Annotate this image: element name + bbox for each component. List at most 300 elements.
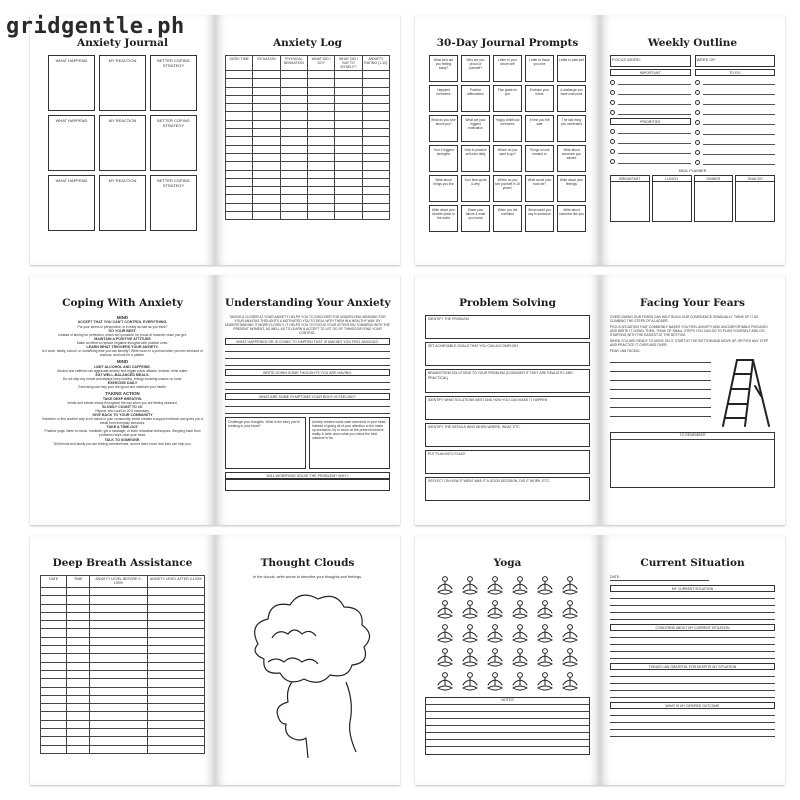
meal-label: LUNCH bbox=[652, 175, 692, 182]
page-title: 30-Day Journal Prompts bbox=[436, 37, 579, 49]
breath-cell[interactable] bbox=[67, 646, 90, 654]
journal-cell[interactable] bbox=[99, 175, 146, 231]
breath-cell[interactable] bbox=[67, 737, 90, 745]
question-3: WHAT ARE SOME SYMPTOMS YOUR BODY IS FEELING? bbox=[225, 393, 390, 400]
breath-cell[interactable] bbox=[90, 646, 147, 654]
breath-cell[interactable] bbox=[67, 729, 90, 737]
log-cell[interactable] bbox=[362, 87, 389, 95]
log-cell[interactable] bbox=[307, 129, 334, 137]
prompt-box[interactable]: Letter to past self bbox=[557, 55, 586, 82]
log-cell[interactable] bbox=[362, 95, 389, 103]
log-cell[interactable] bbox=[307, 71, 334, 79]
breath-cell[interactable] bbox=[67, 654, 90, 662]
prompt-box[interactable]: Your 3 biggest strengths bbox=[429, 145, 458, 172]
table-row bbox=[41, 654, 205, 662]
journal-cell[interactable] bbox=[99, 55, 146, 111]
breath-cell[interactable] bbox=[67, 662, 90, 670]
log-cell[interactable] bbox=[335, 212, 362, 220]
breath-cell[interactable] bbox=[147, 604, 204, 612]
coping-line: TAKE A TIME-OUT. bbox=[106, 425, 139, 430]
table-row bbox=[41, 712, 205, 720]
write-line[interactable] bbox=[610, 631, 775, 638]
breath-cell[interactable] bbox=[90, 588, 147, 596]
coping-line: TALK TO SOMEONE. bbox=[104, 437, 141, 442]
prompt-box[interactable]: Write about someone like you bbox=[557, 205, 586, 232]
breath-cell[interactable] bbox=[90, 712, 147, 720]
log-cell[interactable] bbox=[253, 95, 280, 103]
breath-cell[interactable] bbox=[147, 612, 204, 620]
write-line[interactable] bbox=[610, 599, 775, 606]
write-line[interactable] bbox=[610, 691, 775, 698]
table-row bbox=[41, 596, 205, 604]
prompt-box[interactable]: What would your book be? bbox=[525, 175, 554, 202]
journal-cell-label: BETTER COPING STRATEGY bbox=[157, 118, 190, 128]
book-spread-coping-anxiety[interactable] bbox=[30, 275, 400, 525]
prompt-box[interactable]: Write about your favorite place in the world bbox=[429, 205, 458, 232]
breath-cell[interactable] bbox=[41, 712, 67, 720]
breath-cell[interactable] bbox=[147, 654, 204, 662]
breath-cell[interactable] bbox=[67, 720, 90, 728]
problem-step-box[interactable] bbox=[425, 369, 590, 393]
table-row bbox=[41, 646, 205, 654]
log-cell[interactable] bbox=[307, 145, 334, 153]
breath-cell[interactable] bbox=[90, 704, 147, 712]
log-cell[interactable] bbox=[226, 212, 253, 220]
breath-cell[interactable] bbox=[41, 654, 67, 662]
breath-cell[interactable] bbox=[90, 720, 147, 728]
breath-cell[interactable] bbox=[67, 687, 90, 695]
prompt-box[interactable]: Where do you want to go? bbox=[493, 145, 522, 172]
breath-cell[interactable] bbox=[41, 662, 67, 670]
breath-cell[interactable] bbox=[147, 588, 204, 596]
prompt-box[interactable]: What kind are you feeling today? bbox=[429, 55, 458, 82]
log-cell[interactable] bbox=[307, 120, 334, 128]
log-cell[interactable] bbox=[362, 112, 389, 120]
log-cell[interactable] bbox=[253, 129, 280, 137]
book-spread-journal-prompts[interactable] bbox=[415, 15, 785, 265]
write-line[interactable] bbox=[610, 723, 775, 730]
prompt-box[interactable]: Things to look forward to bbox=[525, 145, 554, 172]
write-line[interactable] bbox=[610, 677, 775, 684]
breath-cell[interactable] bbox=[90, 604, 147, 612]
meditation-pose-icon bbox=[485, 647, 505, 669]
problem-step-box[interactable] bbox=[425, 423, 590, 447]
breath-cell[interactable] bbox=[90, 670, 147, 678]
prompt-box[interactable]: Happiest memories bbox=[429, 85, 458, 112]
prompt-box[interactable]: A challenge you have overcome bbox=[557, 85, 586, 112]
breath-cell[interactable] bbox=[41, 637, 67, 645]
log-cell[interactable] bbox=[226, 187, 253, 195]
journal-cell[interactable] bbox=[48, 115, 95, 171]
log-cell[interactable] bbox=[307, 104, 334, 112]
breath-cell[interactable] bbox=[41, 612, 67, 620]
log-cell[interactable] bbox=[335, 178, 362, 186]
prompt-box[interactable]: Positive affirmations bbox=[461, 85, 490, 112]
log-cell[interactable] bbox=[335, 104, 362, 112]
breath-cell[interactable] bbox=[41, 604, 67, 612]
log-cell[interactable] bbox=[307, 203, 334, 211]
log-cell[interactable] bbox=[307, 87, 334, 95]
log-cell[interactable] bbox=[226, 87, 253, 95]
prompt-box[interactable]: Envision your future bbox=[525, 85, 554, 112]
log-cell[interactable] bbox=[335, 120, 362, 128]
log-cell[interactable] bbox=[253, 162, 280, 170]
log-cell[interactable] bbox=[362, 162, 389, 170]
log-cell[interactable] bbox=[226, 95, 253, 103]
breath-cell[interactable] bbox=[147, 596, 204, 604]
write-line[interactable] bbox=[610, 613, 775, 620]
log-cell[interactable] bbox=[335, 203, 362, 211]
log-cell[interactable] bbox=[335, 87, 362, 95]
breath-cell[interactable] bbox=[67, 704, 90, 712]
log-cell[interactable] bbox=[362, 71, 389, 79]
write-line[interactable] bbox=[610, 638, 775, 645]
log-cell[interactable] bbox=[253, 187, 280, 195]
log-cell[interactable] bbox=[253, 178, 280, 186]
table-row bbox=[41, 704, 205, 712]
page-title: Coping With Anxiety bbox=[62, 297, 183, 309]
breath-cell[interactable] bbox=[67, 712, 90, 720]
log-cell[interactable] bbox=[280, 178, 307, 186]
log-cell[interactable] bbox=[362, 187, 389, 195]
watermark-text: gridgentle.ph bbox=[6, 14, 185, 39]
breath-cell[interactable] bbox=[147, 712, 204, 720]
breath-cell[interactable] bbox=[90, 662, 147, 670]
log-cell[interactable] bbox=[253, 104, 280, 112]
breath-cell[interactable] bbox=[147, 720, 204, 728]
log-cell[interactable] bbox=[335, 129, 362, 137]
log-cell[interactable] bbox=[280, 95, 307, 103]
prompt-box[interactable]: Write about things you like bbox=[429, 175, 458, 202]
breath-cell[interactable] bbox=[67, 596, 90, 604]
coping-line: Exercising can help your feel good and maintain your health. bbox=[78, 385, 167, 390]
log-cell[interactable] bbox=[307, 79, 334, 87]
log-cell[interactable] bbox=[362, 178, 389, 186]
journal-cell[interactable] bbox=[150, 55, 197, 111]
problem-step-box[interactable] bbox=[425, 315, 590, 339]
prompt-box[interactable]: How to practice self-care daily bbox=[461, 145, 490, 172]
log-cell[interactable] bbox=[253, 120, 280, 128]
breath-cell[interactable] bbox=[41, 687, 67, 695]
breath-cell[interactable] bbox=[147, 621, 204, 629]
log-cell[interactable] bbox=[280, 71, 307, 79]
breath-cell[interactable] bbox=[147, 637, 204, 645]
breath-cell[interactable] bbox=[90, 654, 147, 662]
breath-cell[interactable] bbox=[90, 612, 147, 620]
log-cell[interactable] bbox=[362, 212, 389, 220]
write-line[interactable] bbox=[610, 645, 775, 652]
breath-cell[interactable] bbox=[41, 720, 67, 728]
log-cell[interactable] bbox=[280, 203, 307, 211]
write-line[interactable] bbox=[610, 709, 775, 716]
table-row bbox=[226, 203, 390, 211]
situation-heading: WHAT IS MY DESIRED OUTCOME bbox=[610, 702, 775, 709]
log-cell[interactable] bbox=[253, 79, 280, 87]
log-cell[interactable] bbox=[280, 170, 307, 178]
log-cell[interactable] bbox=[362, 137, 389, 145]
log-cell[interactable] bbox=[226, 170, 253, 178]
problem-step-label: IDENTIFY THE PROBLEM bbox=[428, 317, 469, 321]
breath-cell[interactable] bbox=[67, 745, 90, 753]
focus-word-field: FOCUS WORD: bbox=[610, 55, 691, 67]
prompt-box[interactable]: What would you say to someone bbox=[525, 205, 554, 232]
log-cell[interactable] bbox=[335, 187, 362, 195]
log-cell[interactable] bbox=[226, 137, 253, 145]
log-cell[interactable] bbox=[280, 153, 307, 161]
intro-2: PICK A SITUATION THAT COMMONLY MAKES YOU FEEL ANXIETY AND UNCOMFORTABLE FEELINGS AND WRITE IT DOWN. THEN, THINK OF SMALL STEPS YOU CAN DO TO PUSH YOURSELF AND GO. STARTING WITH THE EASIEST AT THE BOTTOM. bbox=[610, 325, 768, 337]
log-cell[interactable] bbox=[253, 153, 280, 161]
breath-cell[interactable] bbox=[90, 596, 147, 604]
breath-cell[interactable] bbox=[147, 670, 204, 678]
breath-cell[interactable] bbox=[147, 695, 204, 703]
breath-cell[interactable] bbox=[41, 704, 67, 712]
breath-cell[interactable] bbox=[67, 637, 90, 645]
breath-cell[interactable] bbox=[147, 745, 204, 753]
table-row bbox=[226, 71, 390, 79]
breath-cell[interactable] bbox=[90, 621, 147, 629]
prompt-box[interactable]: Happy childhood memories bbox=[493, 115, 522, 142]
journal-cell[interactable] bbox=[48, 55, 95, 111]
log-cell[interactable] bbox=[307, 137, 334, 145]
breath-cell[interactable] bbox=[90, 695, 147, 703]
breath-cell[interactable] bbox=[147, 646, 204, 654]
problem-step-box[interactable] bbox=[425, 450, 590, 474]
prompt-box[interactable]: Why are you proud of yourself? bbox=[461, 55, 490, 82]
breath-cell[interactable] bbox=[67, 621, 90, 629]
log-cell[interactable] bbox=[307, 195, 334, 203]
prompt-box[interactable]: What are your biggest motivation bbox=[461, 115, 490, 142]
log-cell[interactable] bbox=[280, 162, 307, 170]
breath-cell[interactable] bbox=[67, 679, 90, 687]
log-cell[interactable] bbox=[226, 79, 253, 87]
log-cell[interactable] bbox=[335, 145, 362, 153]
breath-cell[interactable] bbox=[147, 737, 204, 745]
log-cell[interactable] bbox=[362, 129, 389, 137]
log-cell[interactable] bbox=[253, 87, 280, 95]
log-cell[interactable] bbox=[280, 212, 307, 220]
log-cell[interactable] bbox=[362, 120, 389, 128]
breath-cell[interactable] bbox=[147, 704, 204, 712]
log-cell[interactable] bbox=[335, 112, 362, 120]
log-cell[interactable] bbox=[253, 137, 280, 145]
book-spread-yoga[interactable] bbox=[415, 535, 785, 785]
log-cell[interactable] bbox=[362, 195, 389, 203]
log-cell[interactable] bbox=[362, 170, 389, 178]
problem-step-label: BRAINSTORM SOLUTIONS TO YOUR PROBLEM (CONSIDER IF THEY ARE REALISTIC AND PRACTICAL) bbox=[428, 371, 573, 380]
log-cell[interactable] bbox=[335, 95, 362, 103]
prompt-box[interactable]: Letter to your future self bbox=[493, 55, 522, 82]
problem-solving-list bbox=[425, 315, 590, 501]
log-cell[interactable] bbox=[253, 212, 280, 220]
log-cell[interactable] bbox=[335, 195, 362, 203]
write-line[interactable] bbox=[610, 592, 775, 599]
log-cell[interactable] bbox=[335, 170, 362, 178]
log-cell[interactable] bbox=[226, 162, 253, 170]
write-line[interactable] bbox=[610, 606, 775, 613]
breath-cell[interactable] bbox=[147, 729, 204, 737]
write-line[interactable] bbox=[610, 730, 775, 737]
meditation-pose-icon bbox=[460, 575, 480, 597]
log-cell[interactable] bbox=[307, 112, 334, 120]
to-do-label: TO DO bbox=[695, 69, 776, 76]
prompt-box[interactable]: The last thing you celebrated bbox=[557, 115, 586, 142]
breath-cell[interactable] bbox=[67, 629, 90, 637]
breath-cell[interactable] bbox=[41, 729, 67, 737]
log-cell[interactable] bbox=[280, 129, 307, 137]
prompt-box[interactable]: What do you love about you? bbox=[429, 115, 458, 142]
log-cell[interactable] bbox=[280, 137, 307, 145]
log-cell[interactable] bbox=[226, 104, 253, 112]
page-anxiety-journal bbox=[30, 15, 215, 265]
log-cell[interactable] bbox=[307, 187, 334, 195]
breath-cell[interactable] bbox=[147, 662, 204, 670]
journal-cell[interactable] bbox=[99, 115, 146, 171]
breath-cell[interactable] bbox=[41, 588, 67, 596]
journal-cell[interactable] bbox=[48, 175, 95, 231]
log-cell[interactable] bbox=[226, 178, 253, 186]
log-cell[interactable] bbox=[280, 195, 307, 203]
write-line[interactable] bbox=[610, 684, 775, 691]
breath-cell[interactable] bbox=[41, 596, 67, 604]
prompt-box[interactable]: When you felt confident bbox=[493, 205, 522, 232]
log-cell[interactable] bbox=[226, 145, 253, 153]
problem-step-label: PUT PLAN INTO PLACE bbox=[428, 452, 466, 456]
log-cell[interactable] bbox=[280, 87, 307, 95]
book-spread-problem-solving[interactable] bbox=[415, 275, 785, 525]
breath-cell[interactable] bbox=[90, 637, 147, 645]
meal-column bbox=[652, 175, 692, 222]
log-cell[interactable] bbox=[253, 145, 280, 153]
prompt-box[interactable]: Where do you see yourself in 10 years? bbox=[493, 175, 522, 202]
write-line[interactable] bbox=[610, 716, 775, 723]
log-cell[interactable] bbox=[280, 187, 307, 195]
log-cell[interactable] bbox=[226, 120, 253, 128]
table-row bbox=[41, 679, 205, 687]
log-cell[interactable] bbox=[362, 145, 389, 153]
prompt-box[interactable]: Share your failure & what you learnt bbox=[461, 205, 490, 232]
breath-cell[interactable] bbox=[41, 695, 67, 703]
meal-label: DINNER bbox=[694, 175, 734, 182]
log-cell[interactable] bbox=[226, 71, 253, 79]
journal-cell[interactable] bbox=[150, 115, 197, 171]
anxiety-log-table bbox=[225, 55, 390, 220]
log-cell[interactable] bbox=[307, 178, 334, 186]
log-cell[interactable] bbox=[226, 153, 253, 161]
log-cell[interactable] bbox=[335, 153, 362, 161]
page-journal-prompts bbox=[415, 15, 600, 265]
breath-cell[interactable] bbox=[67, 588, 90, 596]
breath-cell[interactable] bbox=[67, 604, 90, 612]
problem-step-box[interactable] bbox=[425, 396, 590, 420]
log-cell[interactable] bbox=[307, 95, 334, 103]
log-cell[interactable] bbox=[226, 195, 253, 203]
breath-cell[interactable] bbox=[41, 629, 67, 637]
breath-cell[interactable] bbox=[41, 646, 67, 654]
breath-cell[interactable] bbox=[147, 687, 204, 695]
breath-cell[interactable] bbox=[41, 621, 67, 629]
meditation-pose-icon bbox=[510, 599, 530, 621]
log-cell[interactable] bbox=[280, 104, 307, 112]
log-cell[interactable] bbox=[280, 112, 307, 120]
breath-cell[interactable] bbox=[67, 612, 90, 620]
breath-cell[interactable] bbox=[90, 687, 147, 695]
breath-cell[interactable] bbox=[67, 695, 90, 703]
table-row bbox=[226, 129, 390, 137]
book-spread-anxiety-journal[interactable] bbox=[30, 15, 400, 265]
log-cell[interactable] bbox=[335, 162, 362, 170]
breath-cell[interactable] bbox=[90, 629, 147, 637]
breath-cell[interactable] bbox=[67, 670, 90, 678]
book-spread-deep-breath[interactable] bbox=[30, 535, 400, 785]
breath-cell[interactable] bbox=[90, 679, 147, 687]
coping-line: Volunteer or find another way to be active in your community, which creates a support network and gives you a break from everyday stressors. bbox=[41, 417, 204, 426]
journal-cell-label: MY REACTION bbox=[108, 118, 137, 123]
breath-cell[interactable] bbox=[147, 679, 204, 687]
log-cell[interactable] bbox=[307, 170, 334, 178]
date-label: DATE: bbox=[610, 575, 709, 581]
coping-line: Instead of aiming for perfection, which isn't possible, be proud of however close you get. bbox=[58, 332, 187, 337]
prompt-box[interactable]: Your fave quote & why bbox=[461, 175, 490, 202]
log-cell[interactable] bbox=[226, 112, 253, 120]
prompt-box[interactable]: Write about someone you admire bbox=[557, 145, 586, 172]
meditation-pose-icon bbox=[510, 575, 530, 597]
write-line[interactable] bbox=[610, 670, 775, 677]
log-cell[interactable] bbox=[253, 112, 280, 120]
breath-cell[interactable] bbox=[41, 745, 67, 753]
log-cell[interactable] bbox=[362, 79, 389, 87]
log-cell[interactable] bbox=[307, 153, 334, 161]
log-cell[interactable] bbox=[307, 212, 334, 220]
table-row bbox=[41, 687, 205, 695]
prompt-box[interactable]: If time you felt safe bbox=[525, 115, 554, 142]
log-cell[interactable] bbox=[280, 145, 307, 153]
log-cell[interactable] bbox=[335, 71, 362, 79]
log-cell[interactable] bbox=[280, 120, 307, 128]
table-row bbox=[41, 670, 205, 678]
write-line[interactable] bbox=[610, 652, 775, 659]
log-cell[interactable] bbox=[280, 79, 307, 87]
log-cell[interactable] bbox=[253, 203, 280, 211]
log-cell[interactable] bbox=[307, 162, 334, 170]
problem-step-box[interactable] bbox=[425, 342, 590, 366]
meal-planner-label: MEAL PLANNER bbox=[678, 169, 707, 173]
log-cell[interactable] bbox=[335, 137, 362, 145]
coping-line: LEARN WHAT TRIGGERS YOUR ANXIETY. bbox=[86, 344, 159, 349]
log-cell[interactable] bbox=[335, 79, 362, 87]
prompt-box[interactable]: Five goals for you bbox=[493, 85, 522, 112]
log-cell[interactable] bbox=[226, 129, 253, 137]
problem-step-box[interactable] bbox=[425, 477, 590, 501]
breath-cell[interactable] bbox=[147, 629, 204, 637]
log-cell[interactable] bbox=[226, 203, 253, 211]
log-cell[interactable] bbox=[253, 71, 280, 79]
breath-cell[interactable] bbox=[41, 670, 67, 678]
page-title: Thought Clouds bbox=[260, 557, 355, 569]
log-cell[interactable] bbox=[362, 203, 389, 211]
breath-cell[interactable] bbox=[41, 679, 67, 687]
prompt-box[interactable]: Letter to those you love bbox=[525, 55, 554, 82]
breath-cell[interactable] bbox=[90, 737, 147, 745]
log-cell[interactable] bbox=[253, 170, 280, 178]
log-cell[interactable] bbox=[362, 153, 389, 161]
log-cell[interactable] bbox=[362, 104, 389, 112]
breath-cell[interactable] bbox=[90, 729, 147, 737]
breath-cell[interactable] bbox=[90, 745, 147, 753]
journal-cell[interactable] bbox=[150, 175, 197, 231]
log-cell[interactable] bbox=[253, 195, 280, 203]
prompt-box[interactable]: Write about your feelings bbox=[557, 175, 586, 202]
breath-cell[interactable] bbox=[41, 737, 67, 745]
